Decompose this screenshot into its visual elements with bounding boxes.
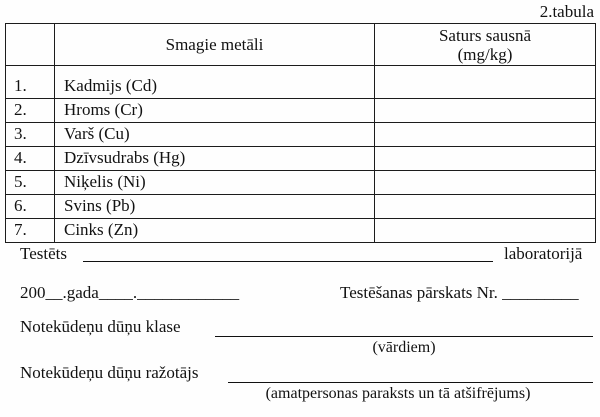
header-cell-content — [375, 24, 596, 66]
tested-blank-line — [83, 240, 493, 262]
table-row — [6, 99, 596, 123]
header-cell-metals: Smagie metāli — [55, 24, 375, 66]
producer-label: Notekūdeņu dūņu ražotājs — [20, 363, 199, 382]
row-number: 6. — [6, 195, 55, 219]
table-header-row — [6, 24, 596, 66]
table-row — [6, 171, 596, 195]
header-content-line1: Saturs sausnā — [438, 25, 532, 45]
report-number-blank: _________ — [502, 283, 579, 302]
row-number: 5. — [6, 171, 55, 195]
metal-value-cell — [375, 171, 596, 195]
table-row — [6, 123, 596, 147]
table-row — [6, 147, 596, 171]
metal-value-cell — [375, 219, 596, 243]
header-content-line2: (mg/kg) — [457, 44, 513, 64]
metal-name: Varš (Cu) — [55, 123, 375, 147]
metal-name: Kadmijs (Cd) — [55, 66, 375, 99]
laboratory-label: laboratorijā — [504, 244, 583, 263]
sludge-class-blank-line — [215, 315, 593, 337]
producer-caption: (amatpersonas paraksts un tā atšifrējums) — [265, 385, 531, 402]
metal-name: Dzīvsudrabs (Hg) — [55, 147, 375, 171]
report-number-label: Testēšanas pārskats Nr. — [340, 283, 498, 302]
table-row — [6, 195, 596, 219]
metal-value-cell — [375, 66, 596, 99]
table-row — [6, 66, 596, 99]
table-number-label: 2.tabula — [539, 2, 594, 21]
tested-label: Testēts — [20, 244, 67, 263]
metal-value-cell — [375, 195, 596, 219]
date-blank-line: 200__.gada____.____________ — [20, 283, 240, 302]
producer-blank-line — [228, 361, 593, 383]
metal-value-cell — [375, 147, 596, 171]
metal-value-cell — [375, 123, 596, 147]
row-number: 7. — [6, 219, 55, 243]
table-row — [6, 219, 596, 243]
sludge-class-label: Notekūdeņu dūņu klase — [20, 317, 181, 336]
metal-name: Niķelis (Ni) — [55, 171, 375, 195]
metal-name: Hroms (Cr) — [55, 99, 375, 123]
metal-name: Svins (Pb) — [55, 195, 375, 219]
row-number: 3. — [6, 123, 55, 147]
sludge-class-caption: (vārdiem) — [372, 339, 436, 356]
row-number: 1. — [6, 66, 55, 99]
heavy-metals-table — [5, 23, 596, 243]
metal-name: Cinks (Zn) — [55, 219, 375, 243]
metal-value-cell — [375, 99, 596, 123]
report-number-row — [340, 283, 579, 303]
row-number: 2. — [6, 99, 55, 123]
header-cell-number — [6, 24, 55, 66]
row-number: 4. — [6, 147, 55, 171]
